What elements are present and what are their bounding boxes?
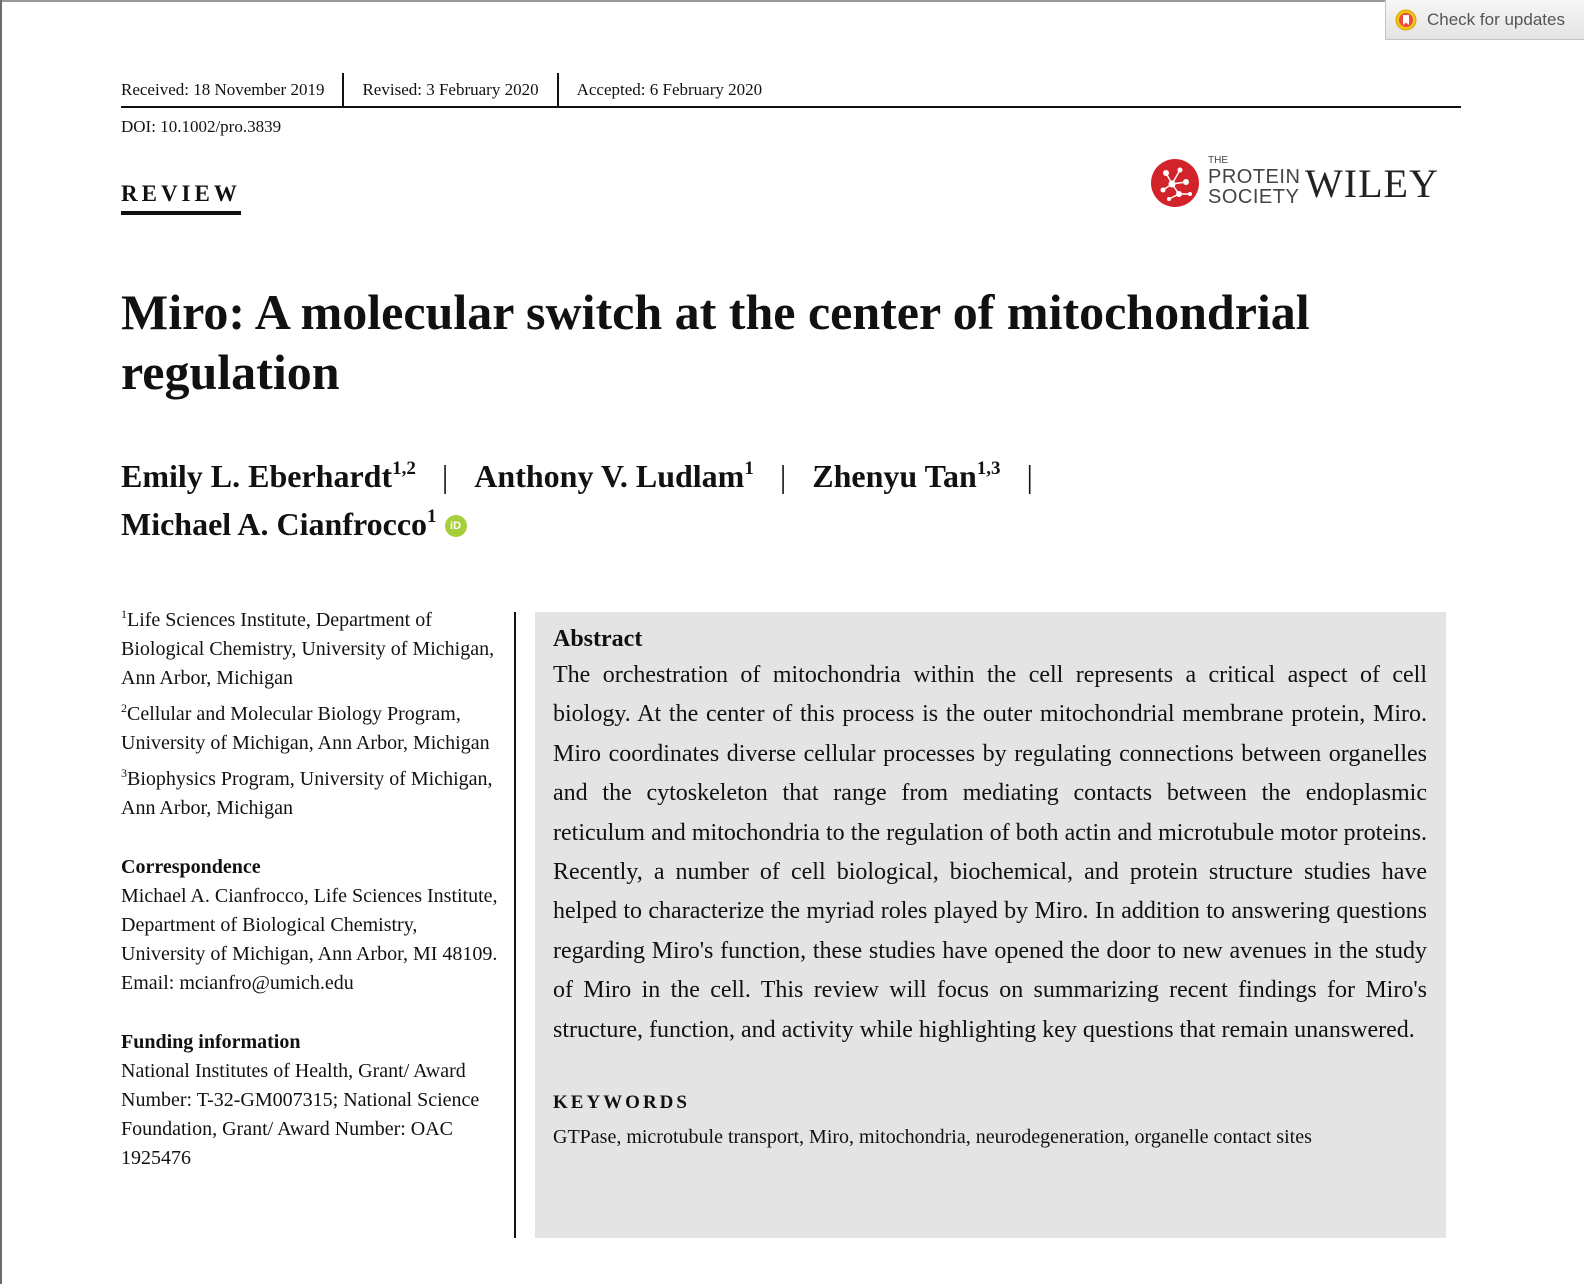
abstract-text: The orchestration of mitochondria within the cell represents a critical aspect of cell biology. At the center of this process is the outer mitochondrial membrane protein, Miro. Miro coordinates diverse cellular processes by regulating connections between organelles and the cytoskeleton that range from mediating contacts between the endoplasmic reticulum and mitochondria to the regulation of both actin and microtubule motor proteins. Recently, a number of cell biological, biochemical, and protein structure studies have helped to characterize the myriad roles played by Miro. In addition to answering questions regarding Miro's function, these studies have opened the door to new avenues in the study of Miro in the cell. This review will focus on summarizing recent findings for Miro's structure, function, and activity while highlighting key questions that remain unanswered. — [553, 662, 1427, 1043]
author-name[interactable]: Emily L. Eberhardt — [121, 458, 393, 494]
article-type-label: REVIEW — [121, 181, 241, 215]
author-affiliation-sup: 1,2 — [392, 458, 416, 479]
accepted-date: Accepted: 6 February 2020 — [576, 80, 763, 99]
protein-society-wordmark — [1208, 156, 1300, 207]
column-divider — [514, 612, 516, 1238]
check-for-updates-label: Check for updates — [1427, 9, 1565, 29]
affiliation-sup: 1 — [121, 607, 127, 621]
revised-date: Revised: 3 February 2020 — [362, 80, 539, 99]
author-separator: | — [441, 458, 449, 494]
affiliation-text: Biophysics Program, University of Michigan, Ann Arbor, Michigan — [121, 768, 493, 819]
correspondence-address: Michael A. Cianfrocco, Life Sciences Institute, Department of Biological Chemistry, University of Michigan, Ann Arbor, MI 48109. — [121, 885, 498, 965]
society-line1: PROTEIN — [1208, 166, 1301, 188]
correspondence-heading: Correspondence — [121, 856, 261, 878]
article-title: Miro: A molecular switch at the center of mitochondrial regulation — [121, 284, 1310, 400]
correspondence-email[interactable]: Email: mcianfro@umich.edu — [121, 972, 354, 994]
publisher-logos — [1150, 156, 1462, 210]
affiliation-text: Life Sciences Institute, Department of Biological Chemistry, University of Michigan, Ann Arbor, Michigan — [121, 609, 495, 689]
affiliation-sup: 2 — [121, 701, 127, 715]
author-separator: | — [1026, 458, 1033, 494]
author-affiliation-sup: 1,3 — [976, 458, 1001, 479]
author-affiliation-sup: 1 — [427, 506, 437, 527]
date-separator — [557, 73, 559, 106]
funding-text: National Institutes of Health, Grant/ Award Number: T-32-GM007315; National Science Foundation, Grant/ Award Number: OAC 1925476 — [121, 1060, 480, 1169]
protein-society-logo-icon — [1150, 158, 1200, 208]
orcid-icon[interactable]: iD — [445, 515, 467, 537]
wiley-wordmark: WILEY — [1305, 161, 1439, 206]
article-dates — [121, 74, 1461, 108]
date-separator — [342, 73, 344, 106]
author-list — [121, 452, 1461, 548]
keywords-list: GTPase, microtubule transport, Miro, mitochondria, neurodegeneration, organelle contact sites — [553, 1126, 1312, 1149]
society-line2: SOCIETY — [1208, 186, 1300, 208]
article-sidebar — [121, 606, 506, 1173]
affiliation-sup: 3 — [121, 766, 127, 780]
received-date: Received: 18 November 2019 — [121, 80, 325, 99]
crossmark-icon — [1395, 9, 1417, 31]
page-frame-top — [0, 0, 1584, 2]
funding-heading: Funding information — [121, 1031, 301, 1053]
affiliation — [121, 765, 506, 823]
affiliation — [121, 606, 506, 693]
abstract-box — [535, 612, 1446, 1238]
check-for-updates-button[interactable] — [1385, 0, 1584, 40]
author-name[interactable]: Zhenyu Tan — [812, 458, 977, 494]
society-the: THE — [1208, 155, 1228, 166]
abstract-heading: Abstract — [553, 626, 643, 652]
affiliation-text: Cellular and Molecular Biology Program, University of Michigan, Ann Arbor, Michigan — [121, 703, 490, 754]
author-separator: | — [779, 458, 787, 494]
author-affiliation-sup: 1 — [744, 458, 754, 479]
author-name[interactable]: Michael A. Cianfrocco — [121, 506, 428, 542]
author-name[interactable]: Anthony V. Ludlam — [474, 458, 745, 494]
keywords-heading: KEYWORDS — [553, 1092, 690, 1114]
affiliation — [121, 700, 506, 758]
doi: DOI: 10.1002/pro.3839 — [121, 117, 282, 136]
page-frame-left — [0, 0, 2, 1284]
